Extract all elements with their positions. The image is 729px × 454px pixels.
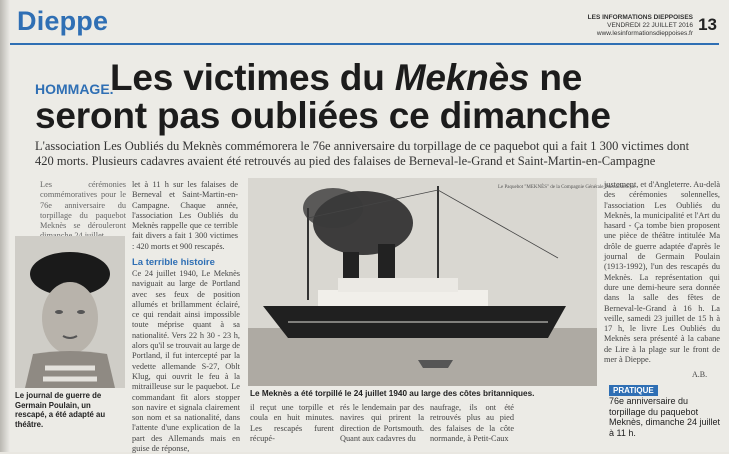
pratique-text: 76e anniversaire du torpillage du paquebot Meknès, dimanche 24 juillet à 11 h. <box>609 396 721 438</box>
paper-name: LES INFORMATIONS DIEPPOISES <box>587 14 693 21</box>
ship-photo-caption: Le Meknès a été torpillé le 24 juillet 1940 au large des côtes britanniques. <box>250 389 535 398</box>
page-gutter-shadow <box>0 0 10 452</box>
article-bottom-column-2: rés le lendemain par des navires qui prirent la direction de Portsmouth. Quant aux cadavres du <box>340 403 424 443</box>
ship-photo-image <box>248 178 636 386</box>
article-bottom-column-1: il reçut une torpille et coula en huit minutes. Les rescapés furent récupé- <box>250 403 334 443</box>
article-column-1: Les cérémonies commémoratives pour le 76e anniversaire du torpillage du paquebot Meknès se dérouleront <box>40 180 126 231</box>
article-lead: L'association Les Oubliés du Meknès commémorera le 76e anniversaire du torpillage de ce paquebot qui a fait 1 300 victimes dont 420 morts. Plusieurs cadavres avaient été retrouvés au pied des falaises de Berneval-le-Grand et Saint-Martin-en-Campagne <box>35 139 690 168</box>
page-number: 13 <box>698 15 717 34</box>
header-rule <box>10 43 719 45</box>
section-title: Dieppe <box>17 6 109 36</box>
paper-info <box>588 14 693 38</box>
pratique-badge-text: PRATIQUE <box>613 386 654 395</box>
headline-part: Les victimes du <box>110 57 395 98</box>
author-signature: A.B. <box>692 370 708 379</box>
headline-part: ne <box>529 57 583 98</box>
headline-kicker: HOMMAGE. <box>35 81 114 97</box>
headline-line-1 <box>110 57 582 99</box>
paper-date: VENDREDI 22 JUILLET 2016 <box>607 22 693 29</box>
portrait-caption: Le journal de guerre de Germain Poulain, un rescapé, a été adapté au théâtre. <box>15 391 106 429</box>
article-column-2-top: let à 11 h sur les falaises de Berneval et Saint-Martin-en-Campagne. Chaque année, l'association Les Oubliés du Meknès rappelle que ce terrible fait divers a fait 1 300 victimes : 420 morts et 900 rescapés. <box>132 180 238 251</box>
photo-inner-caption: Le Paquebot "MEKNÈS" de la Compagnie Générale Transatlantique <box>498 185 636 190</box>
article-subhead: La terrible histoire <box>132 257 215 268</box>
article-column-3: justement, et d'Angleterre. Au-delà des cérémonies solennelles, l'association Les Oubliés du Meknès, la municipalité et l'Art du hasard - Ça tombe bien proposent une pièce de théâtre intitulée Ma drôle de guerre adaptée d'après le journal de Germain Poulain (1913-1992), l'un des rescapés du Meknès. La représentation qui dure une demi-heure sera donnée dans la salle des fêtes de Berneval-le-Grand à 16 h. La veille, samedi 23 juillet de 15 h à 17 h, le livre Les Oubliés du Meknès sera présenté à la cabane de Lire à la plage sur le front de mer à Dieppe. <box>604 180 720 365</box>
article-bottom-column-3: naufrage, ils ont été retrouvés plus au pied des falaises de la côte normande, à Petit-Caux <box>430 403 514 443</box>
headline-ship-name: Meknès <box>394 57 530 98</box>
headline-line-2: seront pas oubliées ce dimanche <box>35 95 611 136</box>
pratique-badge <box>609 385 658 396</box>
portrait-photo-image <box>15 236 125 388</box>
ship-photo <box>248 178 636 386</box>
portrait-photo <box>15 236 125 388</box>
paper-website: www.lesinformationsdieppoises.fr <box>596 30 693 37</box>
article-column-2-body: Ce 24 juillet 1940, Le Meknès naviguait au large de Portland avec ses feux de position allumés et brillamment éclairé, ce qui rendait ainsi impossible toute méprise quant à sa nationalité. Vers 22 h 30 - 23 h, alors qu'il se trouvait au large de Portland, il fut intercepté par la vedette allemande S-27, Oblt Klug, qui ouvrit le feu à la mitrailleuse sur le paquebot. Le commandant fit alors stopper son navire et signala clairement son nom et sa nationalité, dans l'attente d'une explication de la part des Allemands mais en guise de réponse, <box>132 269 240 454</box>
